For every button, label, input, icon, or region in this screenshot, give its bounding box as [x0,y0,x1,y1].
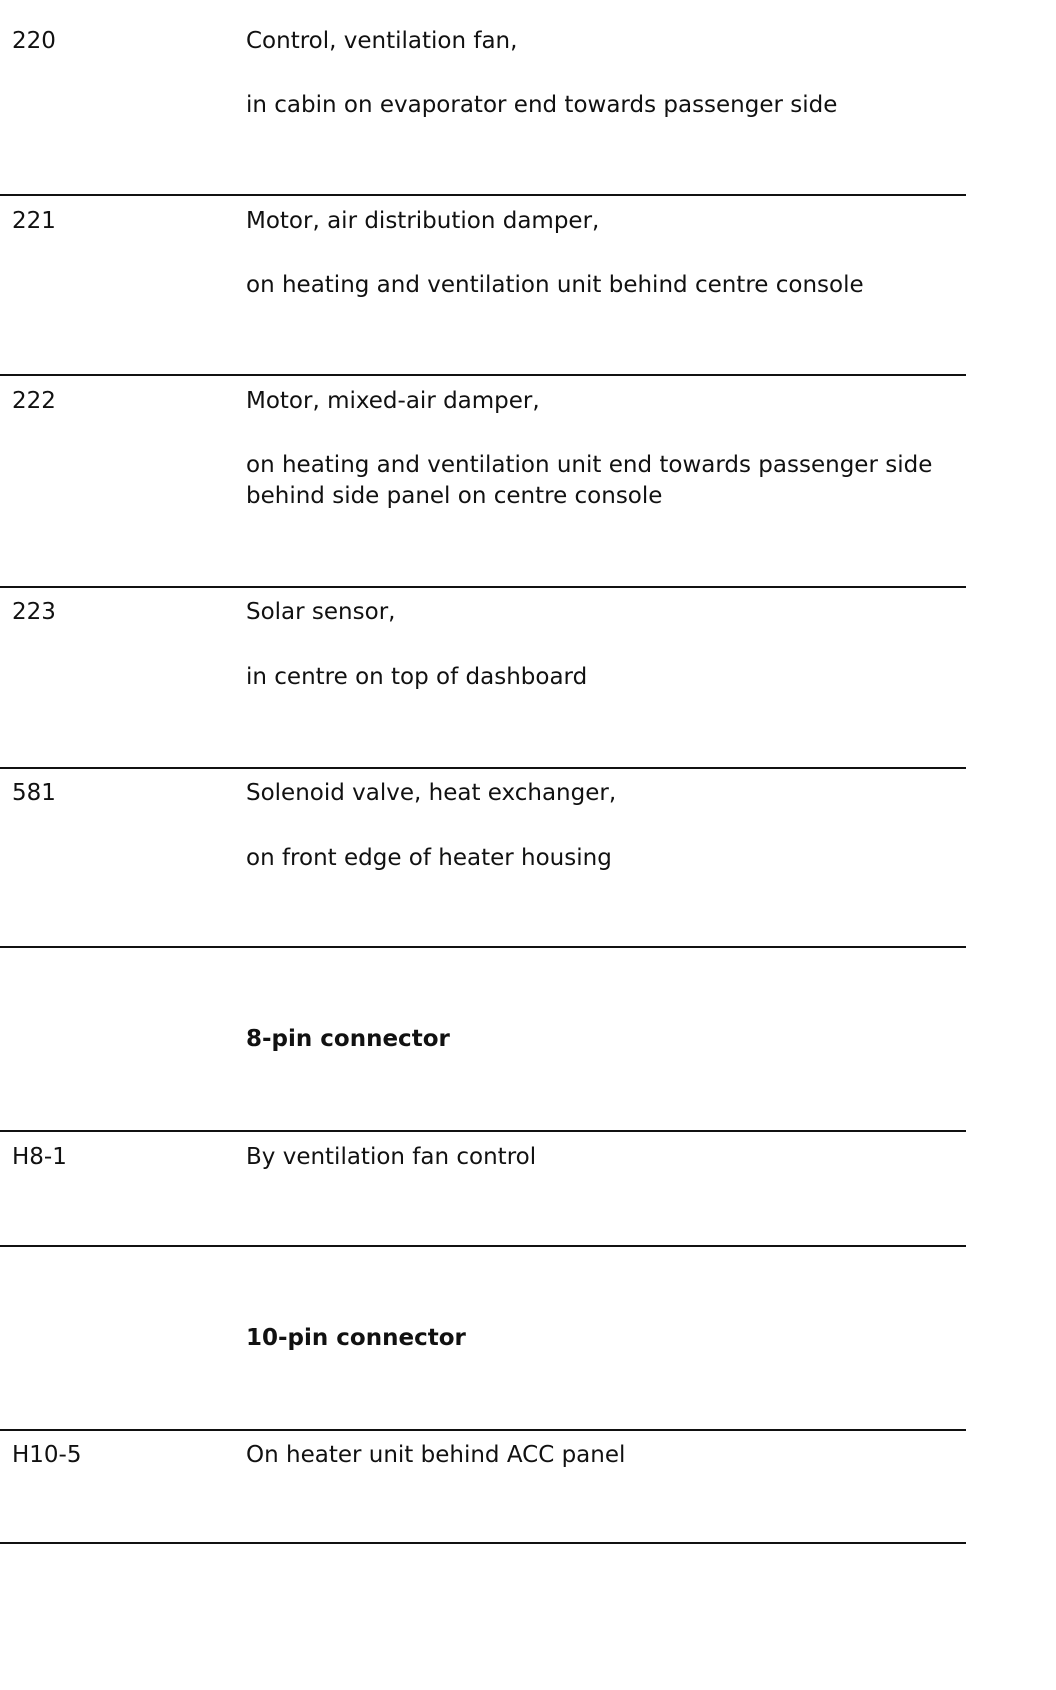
entry-location: on heating and ventilation unit behind centre console [246,272,864,298]
row-divider [0,1542,966,1544]
connector-code: H10-5 [12,1442,82,1468]
entry-code: 223 [12,599,56,625]
section-heading: 8-pin connector [246,1026,450,1052]
entry-location: on heating and ventilation unit end towards passenger side behind side panel on centre console [246,452,933,509]
connector-description: On heater unit behind ACC panel [246,1442,626,1468]
entry-location: on front edge of heater housing [246,845,612,871]
connector-description: By ventilation fan control [246,1144,537,1170]
entry-code: 220 [12,28,56,54]
row-divider [0,767,966,769]
row-divider [0,374,966,376]
row-divider [0,946,966,948]
entry-title: Control, ventilation fan, [246,28,518,54]
entry-code: 581 [12,780,56,806]
row-divider [0,1130,966,1132]
entry-location: in cabin on evaporator end towards passenger side [246,92,838,118]
entry-title: Solar sensor, [246,599,396,625]
entry-code: 222 [12,388,56,414]
row-divider [0,586,966,588]
entry-title: Solenoid valve, heat exchanger, [246,780,617,806]
row-divider [0,1429,966,1431]
entry-location: in centre on top of dashboard [246,664,588,690]
row-divider [0,1245,966,1247]
entry-title: Motor, mixed-air damper, [246,388,540,414]
entry-code: 221 [12,208,56,234]
row-divider [0,194,966,196]
connector-code: H8-1 [12,1144,67,1170]
section-heading: 10-pin connector [246,1325,466,1351]
entry-title: Motor, air distribution damper, [246,208,600,234]
